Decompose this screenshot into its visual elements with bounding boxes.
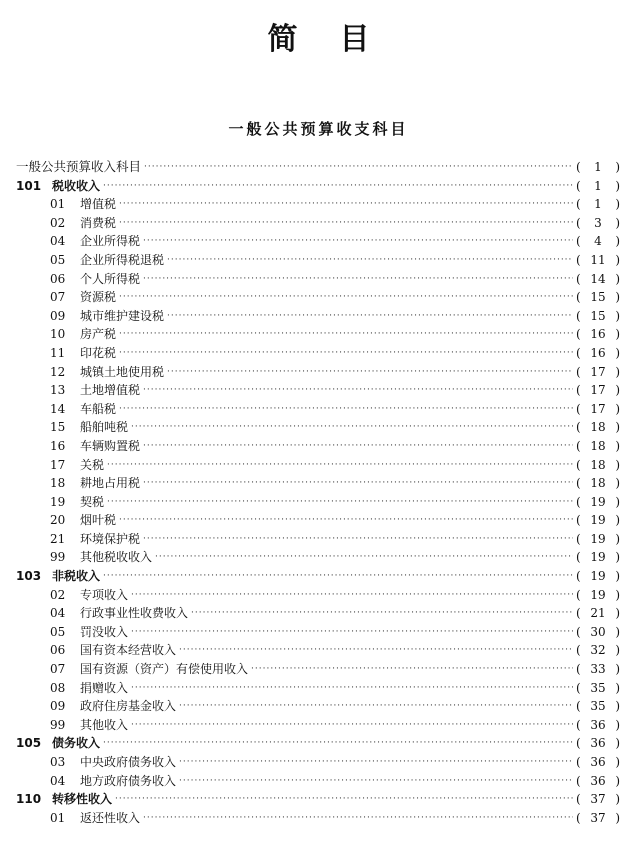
- page-paren-open: (: [576, 773, 581, 788]
- page-paren-close: ): [615, 624, 620, 639]
- section-title: 一般公共预算收支科目: [228, 120, 409, 138]
- toc-entry: [16, 344, 620, 363]
- toc-entry-label: 企业所得税退税: [80, 252, 165, 267]
- toc-entry: [16, 270, 620, 289]
- toc-entry-label: 债务收入: [52, 736, 101, 751]
- page-number: 3: [594, 215, 602, 230]
- toc-entry-label: 国有资源（资产）有偿使用收入: [80, 662, 249, 677]
- toc-entry-code: 18: [50, 476, 66, 491]
- page-paren-close: ): [615, 178, 620, 193]
- toc-entry-label: 一般公共预算收入科目: [16, 159, 142, 174]
- page-paren-close: ): [615, 773, 620, 788]
- page-paren-open: (: [576, 513, 581, 528]
- page-paren-open: (: [576, 792, 581, 807]
- toc-entry-code: 21: [50, 531, 66, 546]
- toc-entry: [16, 753, 620, 772]
- page-paren-open: (: [576, 494, 581, 509]
- toc-entry-page: [576, 288, 620, 307]
- page-paren-close: ): [615, 215, 620, 230]
- page-paren-open: (: [576, 624, 581, 639]
- page-paren-open: (: [576, 290, 581, 305]
- page-paren-open: (: [576, 736, 581, 751]
- dot-leader: [131, 716, 573, 735]
- dot-leader: [103, 567, 573, 586]
- page-paren-open: (: [576, 271, 581, 286]
- toc-entry-page: [576, 641, 620, 660]
- toc-entry-code: 17: [50, 457, 66, 472]
- toc-entry-code: 14: [50, 401, 66, 416]
- dot-leader: [143, 381, 573, 400]
- toc-entry-code: 05: [50, 252, 66, 267]
- page-paren-open: (: [576, 810, 581, 825]
- page-paren-close: ): [615, 569, 620, 584]
- toc-entry-code: 110: [16, 792, 42, 807]
- toc-entry-label: 罚没收入: [80, 624, 129, 639]
- dot-leader: [251, 660, 573, 679]
- dot-leader: [144, 158, 573, 177]
- page-number: 36: [590, 755, 606, 769]
- page-number: 35: [590, 699, 606, 714]
- toc-entry-code: 10: [50, 327, 66, 342]
- toc-entry-code: 20: [50, 513, 66, 528]
- page-paren-close: ): [615, 810, 620, 825]
- page-paren-open: (: [576, 457, 581, 472]
- toc-entry-code: 15: [50, 420, 66, 435]
- toc-entry-code: 103: [16, 569, 42, 584]
- dot-leader: [179, 772, 573, 791]
- page-number: 21: [590, 606, 606, 621]
- toc-entry-label: 土地增值税: [80, 383, 141, 398]
- page-paren-close: ): [615, 364, 620, 379]
- toc-entry: [16, 195, 620, 214]
- toc-entry-code: 16: [50, 438, 66, 453]
- page-paren-open: (: [576, 438, 581, 453]
- page-number: 4: [594, 234, 602, 249]
- toc-entry-page: [576, 697, 620, 716]
- dot-leader: [143, 474, 573, 493]
- toc-entry-label: 其他税收收入: [80, 550, 153, 565]
- toc-entry-code: 06: [50, 643, 66, 658]
- page-number: 17: [590, 401, 606, 416]
- page-paren-close: ): [615, 160, 620, 174]
- toc-entry-label: 捐赠收入: [80, 680, 129, 695]
- toc-entry-page: [576, 251, 620, 270]
- page-paren-close: ): [615, 717, 620, 732]
- toc-entry-code: 13: [50, 383, 66, 398]
- toc-entry-code: 01: [50, 810, 66, 825]
- page-paren-close: ): [615, 494, 620, 509]
- toc-entry-label: 印花税: [80, 345, 117, 360]
- page-paren-open: (: [576, 308, 581, 323]
- dot-leader: [119, 195, 573, 214]
- toc-entry-page: [576, 474, 620, 493]
- toc-entry-label: 专项收入: [80, 587, 129, 602]
- page-number: 19: [590, 550, 606, 565]
- page-paren-close: ): [615, 736, 620, 751]
- page-paren-open: (: [576, 569, 581, 584]
- page-paren-open: (: [576, 420, 581, 435]
- toc-entry: [16, 325, 620, 344]
- page-paren-open: (: [576, 252, 581, 267]
- toc-entry-code: 04: [50, 234, 66, 249]
- toc-entry: [16, 474, 620, 493]
- toc-entry-page: [576, 177, 620, 196]
- toc-entry: [16, 716, 620, 735]
- toc-entry-page: [576, 456, 620, 475]
- toc-entry-code: 06: [50, 271, 66, 286]
- toc-entry-label: 车船税: [80, 401, 117, 416]
- toc-entry-label: 关税: [80, 457, 105, 472]
- dot-leader: [179, 641, 573, 660]
- toc-entry: [16, 697, 620, 716]
- toc-entry: [16, 307, 620, 326]
- page-number: 18: [590, 420, 606, 435]
- page-paren-close: ): [615, 401, 620, 416]
- toc-entry: [16, 251, 620, 270]
- toc-entry-label: 转移性收入: [52, 792, 113, 807]
- page-paren-open: (: [576, 643, 581, 658]
- toc-entry-label: 契税: [80, 494, 105, 509]
- dot-leader: [119, 214, 573, 233]
- page-paren-close: ): [615, 550, 620, 565]
- toc-entry: [16, 232, 620, 251]
- toc-entry-page: [576, 753, 620, 772]
- page-number: 19: [590, 587, 606, 602]
- page-number: 19: [590, 494, 606, 509]
- page-paren-open: (: [576, 680, 581, 695]
- toc-entry-label: 耕地占用税: [80, 476, 141, 491]
- toc-entry-label: 企业所得税: [80, 234, 141, 249]
- page-paren-close: ): [615, 662, 620, 677]
- dot-leader: [167, 251, 573, 270]
- toc-entry: [16, 567, 620, 586]
- toc-entry-page: [576, 660, 620, 679]
- toc-entry: [16, 288, 620, 307]
- toc-entry-code: 101: [16, 178, 42, 193]
- toc-entry-code: 07: [50, 662, 66, 677]
- toc-entry-label: 税收收入: [52, 178, 101, 193]
- page-number: 16: [590, 327, 606, 342]
- toc-entry-code: 08: [50, 680, 66, 695]
- dot-leader: [131, 586, 573, 605]
- toc-entry: [16, 158, 620, 177]
- toc-entry-label: 返还性收入: [80, 810, 141, 825]
- toc-entry-page: [576, 195, 620, 214]
- toc-entry: [16, 493, 620, 512]
- toc-entry-page: [576, 530, 620, 549]
- page-number: 18: [590, 457, 606, 472]
- page-paren-close: ): [615, 438, 620, 453]
- toc-entry-code: 99: [50, 717, 66, 732]
- page-number: 19: [590, 569, 606, 584]
- page-paren-open: (: [576, 401, 581, 416]
- toc-entry: [16, 623, 620, 642]
- dot-leader: [131, 623, 573, 642]
- toc-entry-code: 01: [50, 197, 66, 212]
- page-number: 1: [594, 197, 602, 212]
- toc-entry: [16, 530, 620, 549]
- page-paren-close: ): [615, 587, 620, 602]
- page-number: 15: [590, 308, 606, 323]
- toc-entry-code: 99: [50, 550, 66, 565]
- page-paren-close: ): [615, 271, 620, 286]
- toc-entry-code: 12: [50, 364, 66, 379]
- page-paren-close: ): [615, 513, 620, 528]
- dot-leader: [143, 232, 573, 251]
- toc-entry-page: [576, 604, 620, 623]
- toc-entry-label: 烟叶税: [80, 513, 117, 528]
- page-paren-open: (: [576, 476, 581, 491]
- toc-entry: [16, 641, 620, 660]
- toc-entry: [16, 511, 620, 530]
- toc-entry-page: [576, 418, 620, 437]
- page-number: 15: [590, 290, 606, 305]
- page-paren-open: (: [576, 178, 581, 193]
- dot-leader: [143, 809, 573, 828]
- toc-entry-page: [576, 679, 620, 698]
- page-number: 17: [590, 364, 606, 379]
- page-paren-open: (: [576, 531, 581, 546]
- toc-entry-code: 04: [50, 773, 66, 788]
- page-paren-close: ): [615, 197, 620, 212]
- toc-entry-label: 房产税: [80, 327, 117, 342]
- dot-leader: [131, 418, 573, 437]
- page-paren-open: (: [576, 662, 581, 677]
- toc-entry-label: 非税收入: [52, 569, 101, 584]
- toc-entry-label: 地方政府债务收入: [80, 773, 177, 788]
- page-number: 1: [594, 160, 602, 174]
- toc-entry-code: 02: [50, 215, 66, 230]
- toc-entry-page: [576, 381, 620, 400]
- toc-entry: [16, 734, 620, 753]
- toc-entry-label: 环境保护税: [80, 531, 141, 546]
- toc-entry-code: 09: [50, 308, 66, 323]
- toc-entry-page: [576, 716, 620, 735]
- toc-entry: [16, 604, 620, 623]
- page-paren-close: ): [615, 345, 620, 360]
- page-paren-close: ): [615, 457, 620, 472]
- page-number: 19: [590, 513, 606, 528]
- dot-leader: [143, 437, 573, 456]
- page-number: 36: [590, 736, 606, 751]
- dot-leader: [103, 734, 573, 753]
- dot-leader: [119, 511, 573, 530]
- toc-entry: [16, 363, 620, 382]
- toc-entry: [16, 400, 620, 419]
- toc-entry-page: [576, 734, 620, 753]
- page-number: 1: [594, 178, 602, 193]
- page-number: 18: [590, 476, 606, 491]
- toc-entry-label: 个人所得税: [80, 271, 141, 286]
- toc-entry-page: [576, 400, 620, 419]
- page-paren-open: (: [576, 383, 581, 398]
- page-paren-close: ): [615, 308, 620, 323]
- toc-entry: [16, 437, 620, 456]
- toc-entry-label: 政府住房基金收入: [80, 699, 177, 714]
- page-number: 30: [590, 624, 606, 639]
- page-paren-open: (: [576, 327, 581, 342]
- dot-leader: [131, 679, 573, 698]
- toc-entry-page: [576, 493, 620, 512]
- page-number: 17: [590, 383, 606, 398]
- toc-entry-page: [576, 158, 620, 177]
- toc-entry: [16, 586, 620, 605]
- toc-entry-page: [576, 307, 620, 326]
- toc-entry-label: 城镇土地使用税: [80, 364, 165, 379]
- toc-entry-label: 消费税: [80, 215, 117, 230]
- dot-leader: [107, 493, 573, 512]
- dot-leader: [191, 604, 573, 623]
- toc-entry-label: 行政事业性收费收入: [80, 606, 189, 621]
- dot-leader: [143, 530, 573, 549]
- page-paren-close: ): [615, 234, 620, 249]
- page-paren-open: (: [576, 345, 581, 360]
- toc-entry-label: 中央政府债务收入: [80, 755, 177, 769]
- page-paren-close: ): [615, 252, 620, 267]
- page-paren-close: ): [615, 476, 620, 491]
- toc-entry-page: [576, 790, 620, 809]
- toc-entry-page: [576, 270, 620, 289]
- dot-leader: [103, 177, 573, 196]
- page-paren-close: ): [615, 755, 620, 769]
- dot-leader: [179, 753, 573, 772]
- dot-leader: [119, 288, 573, 307]
- page-paren-open: (: [576, 197, 581, 212]
- dot-leader: [119, 400, 573, 419]
- toc-entry: [16, 381, 620, 400]
- dot-leader: [167, 307, 573, 326]
- page-number: 19: [590, 531, 606, 546]
- page-number: 11: [590, 252, 606, 267]
- toc-entry-page: [576, 548, 620, 567]
- toc-entry-page: [576, 214, 620, 233]
- dot-leader: [115, 790, 573, 809]
- page-paren-open: (: [576, 587, 581, 602]
- toc-entry: [16, 214, 620, 233]
- toc-entry-code: 11: [50, 345, 66, 360]
- dot-leader: [107, 456, 573, 475]
- toc-entry-label: 其他收入: [80, 717, 129, 732]
- dot-leader: [143, 270, 573, 289]
- toc-entry-page: [576, 363, 620, 382]
- toc-entry-code: 04: [50, 606, 66, 621]
- page-paren-close: ): [615, 531, 620, 546]
- toc-entry-label: 国有资本经营收入: [80, 643, 177, 658]
- toc-entry-label: 增值税: [80, 197, 117, 212]
- page-number: 14: [590, 271, 606, 286]
- page-number: 36: [590, 773, 606, 788]
- toc-entry-page: [576, 586, 620, 605]
- page-number: 37: [590, 810, 606, 825]
- toc-entry-code: 09: [50, 699, 66, 714]
- toc-entry: [16, 679, 620, 698]
- toc-entry: [16, 418, 620, 437]
- page-paren-open: (: [576, 215, 581, 230]
- toc-entry-code: 05: [50, 624, 66, 639]
- toc-entry-page: [576, 623, 620, 642]
- dot-leader: [155, 548, 573, 567]
- page-number: 35: [590, 680, 606, 695]
- dot-leader: [167, 363, 573, 382]
- toc-entry: [16, 456, 620, 475]
- page-number: 16: [590, 345, 606, 360]
- page-paren-close: ): [615, 327, 620, 342]
- toc-entry-label: 船舶吨税: [80, 420, 129, 435]
- dot-leader: [179, 697, 573, 716]
- table-of-contents: [16, 158, 620, 827]
- toc-entry-label: 资源税: [80, 290, 117, 305]
- toc-entry-code: 07: [50, 290, 66, 305]
- toc-entry: [16, 772, 620, 791]
- toc-entry-page: [576, 232, 620, 251]
- page-paren-open: (: [576, 699, 581, 714]
- toc-entry: [16, 809, 620, 828]
- toc-entry-page: [576, 511, 620, 530]
- toc-entry-code: 02: [50, 587, 66, 602]
- page-paren-open: (: [576, 755, 581, 769]
- page-paren-close: ): [615, 792, 620, 807]
- toc-entry: [16, 548, 620, 567]
- dot-leader: [119, 344, 573, 363]
- toc-entry-label: 城市维护建设税: [80, 308, 165, 323]
- page-paren-close: ): [615, 680, 620, 695]
- page-paren-open: (: [576, 364, 581, 379]
- page-paren-close: ): [615, 420, 620, 435]
- page-number: 18: [590, 438, 606, 453]
- page-paren-open: (: [576, 550, 581, 565]
- page-paren-open: (: [576, 606, 581, 621]
- page-paren-open: (: [576, 160, 581, 174]
- toc-entry-code: 03: [50, 755, 66, 769]
- page-number: 37: [590, 792, 606, 807]
- page-paren-open: (: [576, 234, 581, 249]
- toc-entry-page: [576, 809, 620, 828]
- page-number: 36: [590, 717, 606, 732]
- page-paren-close: ): [615, 606, 620, 621]
- toc-entry-page: [576, 437, 620, 456]
- toc-entry-code: 19: [50, 494, 66, 509]
- page-number: 32: [590, 643, 606, 658]
- toc-entry-code: 105: [16, 736, 42, 751]
- dot-leader: [119, 325, 573, 344]
- page-title: 简目: [267, 22, 412, 57]
- toc-entry-page: [576, 325, 620, 344]
- page-paren-open: (: [576, 717, 581, 732]
- toc-entry-page: [576, 567, 620, 586]
- page-paren-close: ): [615, 643, 620, 658]
- page-number: 33: [590, 662, 606, 677]
- toc-entry: [16, 790, 620, 809]
- page-paren-close: ): [615, 290, 620, 305]
- toc-entry: [16, 660, 620, 679]
- page-paren-close: ): [615, 699, 620, 714]
- toc-entry: [16, 177, 620, 196]
- page-paren-close: ): [615, 383, 620, 398]
- toc-entry-page: [576, 772, 620, 791]
- toc-entry-page: [576, 344, 620, 363]
- toc-entry-label: 车辆购置税: [80, 438, 141, 453]
